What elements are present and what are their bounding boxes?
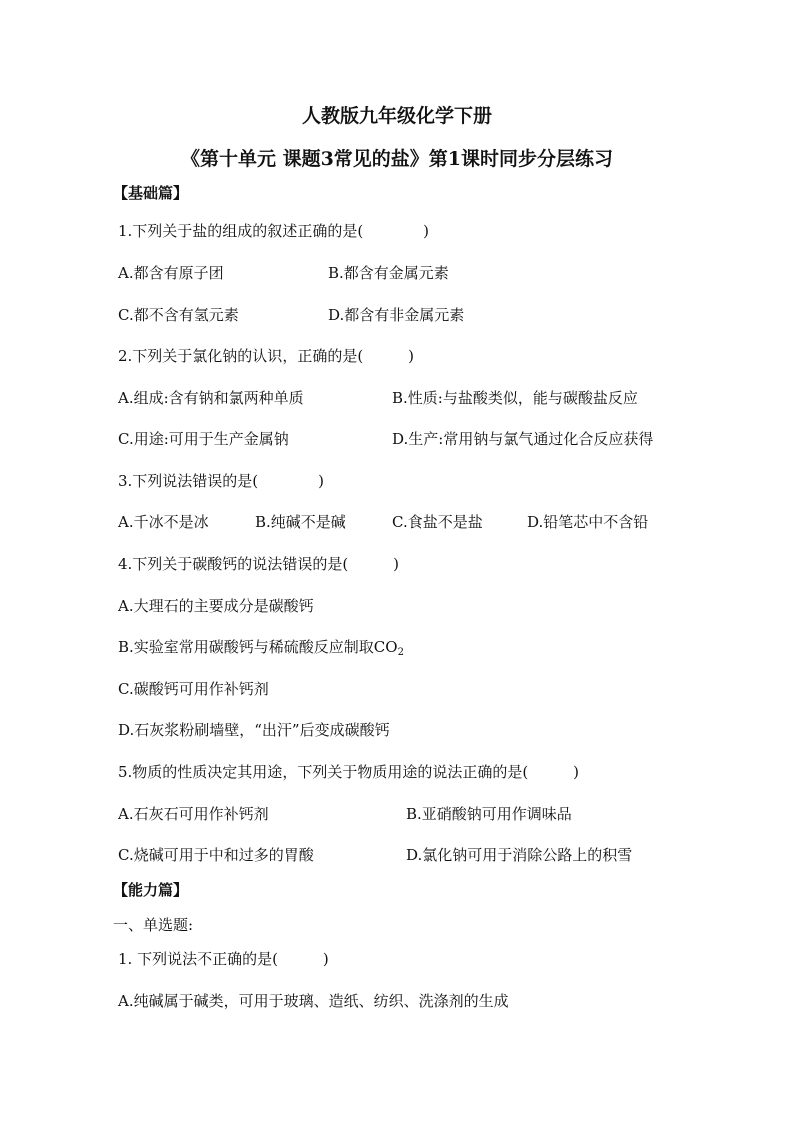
- question-3-option-c: C.食盐不是盐: [392, 513, 483, 531]
- page-title: 人教版九年级化学下册: [301, 105, 492, 127]
- question-2-option-c: C.用途:可用于生产金属钠: [118, 430, 289, 448]
- question-2-option-d: D.生产:常用钠与氯气通过化合反应获得: [392, 430, 654, 448]
- question-1-option-d: D.都含有非金属元素: [328, 306, 465, 324]
- question-1-option-a: A.都含有原子团: [118, 264, 224, 282]
- section-heading-ability: 【能力篇】: [113, 881, 189, 899]
- question-4-option-a: A.大理石的主要成分是碳酸钙: [118, 597, 314, 615]
- question-2-option-a: A.组成:含有钠和氯两种单质: [118, 389, 304, 407]
- question-5-option-a: A.石灰石可用作补钙剂: [118, 805, 269, 823]
- question-3-option-d: D.铅笔芯中不含铅: [527, 513, 649, 531]
- subsection-heading: 一、单选题:: [113, 916, 194, 934]
- question-1-option-c: C.都不含有氢元素: [118, 306, 239, 324]
- question-5-option-d: D.氯化钠可用于消除公路上的积雪: [406, 846, 633, 864]
- ability-question-1-option-a: A.纯碱属于碱类，可用于玻璃、造纸、纺织、洗涤剂的生成: [118, 992, 509, 1010]
- question-4-option-b-text: B.实验室常用碳酸钙与稀硫酸反应制取CO: [118, 638, 398, 656]
- question-3-option-b: B.纯碱不是碱: [255, 513, 346, 531]
- question-1-stem: 1.下列关于盐的组成的叙述正确的是( ): [118, 222, 430, 240]
- question-4-option-d: D.石灰浆粉刷墙壁，“出汗”后变成碳酸钙: [118, 721, 390, 739]
- question-5-stem: 5.物质的性质决定其用途，下列关于物质用途的说法正确的是( ): [118, 763, 580, 781]
- question-4-stem: 4.下列关于碳酸钙的说法错误的是( ): [118, 555, 400, 573]
- question-4-option-c: C.碳酸钙可用作补钙剂: [118, 680, 269, 698]
- question-3-stem: 3.下列说法错误的是( ): [118, 472, 325, 490]
- question-4-option-b-subscript: 2: [397, 647, 404, 658]
- question-3-option-a: A.千冰不是冰: [118, 513, 209, 531]
- question-1-option-b: B.都含有金属元素: [328, 264, 449, 282]
- ability-question-1-stem: 1. 下列说法不正确的是( ): [118, 950, 329, 968]
- question-4-option-b: [118, 637, 404, 657]
- question-5-option-b: B.亚硝酸钠可用作调味品: [406, 805, 572, 823]
- question-2-stem: 2.下列关于氯化钠的认识，正确的是( ): [118, 347, 415, 365]
- question-2-option-b: B.性质:与盐酸类似，能与碳酸盐反应: [392, 389, 638, 407]
- question-5-option-c: C.烧碱可用于中和过多的胃酸: [118, 846, 314, 864]
- page-subtitle: 《第十单元 课题3常见的盐》第1课时同步分层练习: [180, 148, 614, 170]
- section-heading-basic: 【基础篇】: [113, 184, 189, 202]
